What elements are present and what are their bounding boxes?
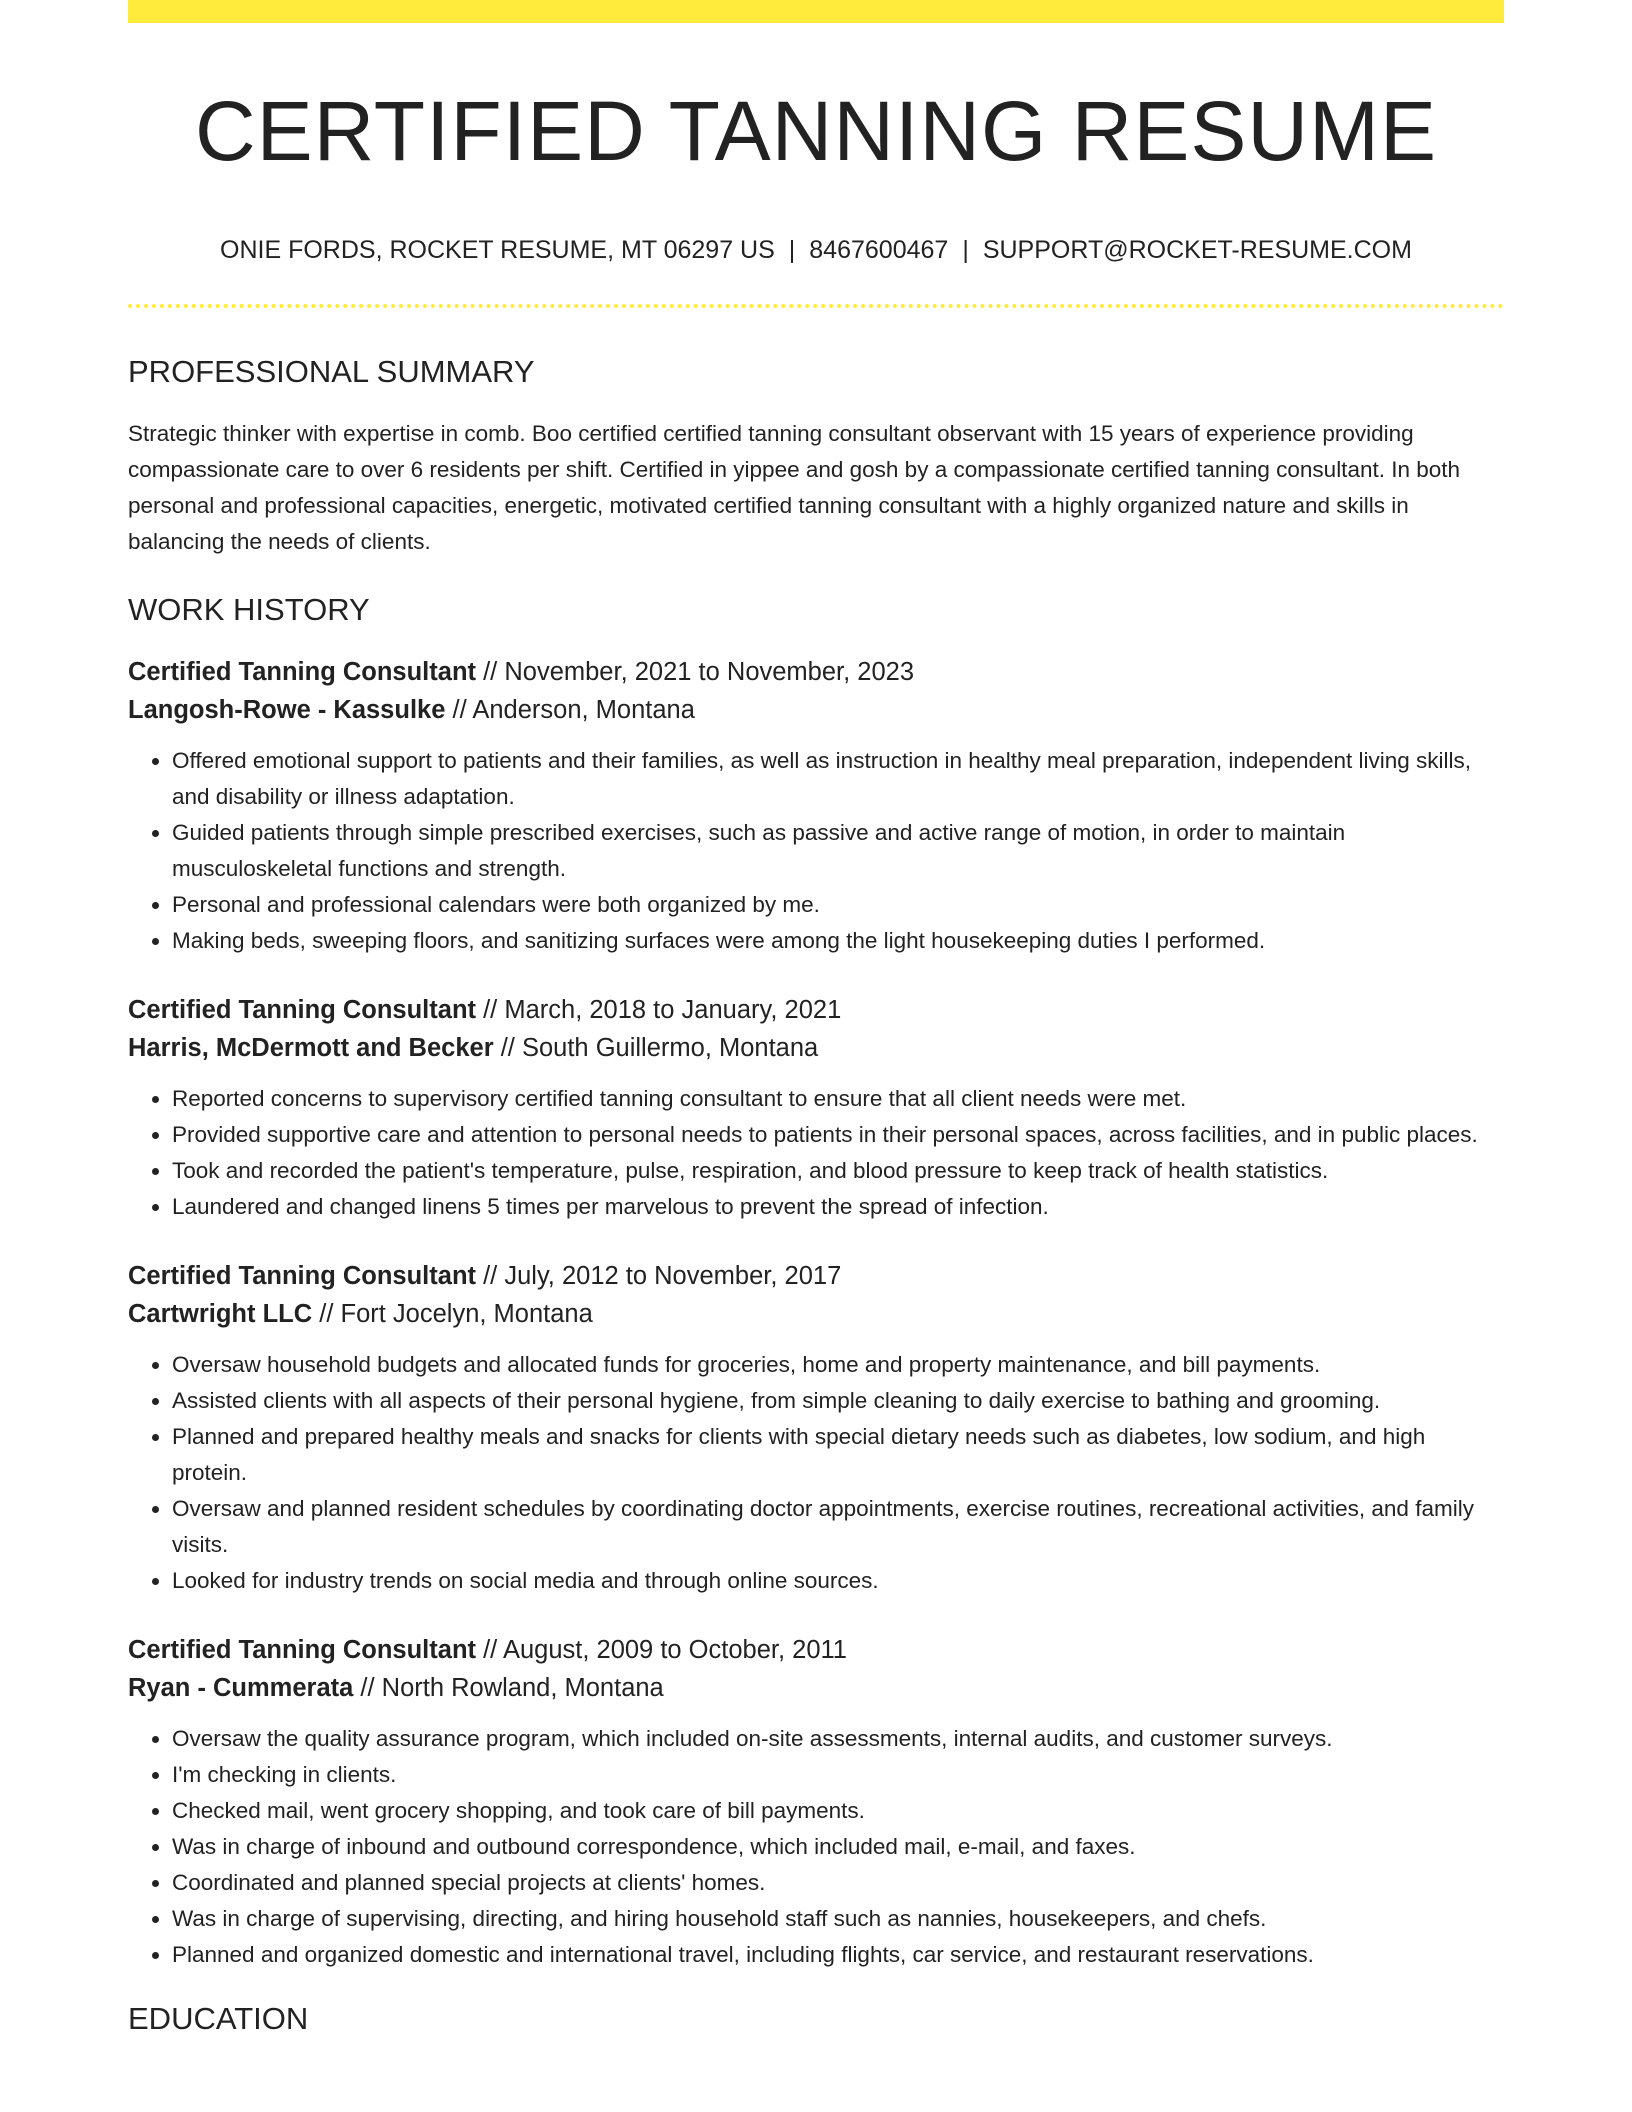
job-company: Langosh-Rowe - Kassulke — [128, 695, 446, 724]
job-company-line — [128, 1669, 1504, 1707]
job-bullet: • Was in charge of supervising, directing, and hiring household staff such as nannies, housekeepers, and chefs. — [172, 1901, 1504, 1937]
job-dates: // November, 2021 to November, 2023 — [476, 657, 915, 686]
job-company: Harris, McDermott and Becker — [128, 1033, 494, 1062]
resume-page — [128, 0, 1504, 2039]
job-bullet: • Offered emotional support to patients and their families, as well as instruction in healthy meal preparation, independent living skills, and disability or illness adaptation. — [172, 743, 1504, 815]
job-title-line — [128, 991, 1504, 1029]
work-history-list — [128, 653, 1504, 1973]
summary-text: Strategic thinker with expertise in comb. Boo certified certified tanning consultant observant with 15 years of experience providing compassionate care to over 6 residents per shift. Certified in yippee and gosh by a compassionate certified tanning consultant. In both personal and professional capacities, energetic, motivated certified tanning consultant with a highly organized nature and skills in balancing the needs of clients. — [128, 421, 1461, 555]
contact-email: SUPPORT@ROCKET-RESUME.COM — [982, 235, 1412, 264]
job-title-line — [128, 1257, 1504, 1295]
job-bullet: • Planned and prepared healthy meals and snacks for clients with special dietary needs such as diabetes, low sodium, and high protein. — [172, 1419, 1504, 1491]
education-heading: EDUCATION — [128, 2000, 309, 2036]
job-dates: // July, 2012 to November, 2017 — [476, 1261, 842, 1290]
job-entry — [128, 1631, 1504, 1973]
job-entry — [128, 991, 1504, 1225]
job-title-line — [128, 1631, 1504, 1669]
job-title: Certified Tanning Consultant — [128, 1635, 477, 1664]
job-company: Ryan - Cummerata — [128, 1673, 354, 1702]
job-location: // South Guillermo, Montana — [493, 1033, 819, 1062]
job-title: Certified Tanning Consultant — [128, 1261, 477, 1290]
job-bullet: • Looked for industry trends on social media and through online sources. — [172, 1563, 1504, 1599]
job-entry — [128, 1257, 1504, 1599]
job-bullet: • Took and recorded the patient's temperature, pulse, respiration, and blood pressure to keep track of health statistics. — [172, 1153, 1504, 1189]
job-bullet: • Laundered and changed linens 5 times per marvelous to prevent the spread of infection. — [172, 1189, 1504, 1225]
job-location: // North Rowland, Montana — [353, 1673, 664, 1702]
job-bullets — [128, 743, 1504, 959]
job-bullet: • Assisted clients with all aspects of their personal hygiene, from simple cleaning to daily exercise to bathing and grooming. — [172, 1383, 1504, 1419]
job-company-line — [128, 1295, 1504, 1333]
job-location: // Anderson, Montana — [445, 695, 695, 724]
job-bullet: • Guided patients through simple prescribed exercises, such as passive and active range of motion, in order to maintain musculoskeletal functions and strength. — [172, 815, 1504, 887]
job-company-line — [128, 1029, 1504, 1067]
job-company: Cartwright LLC — [128, 1299, 313, 1328]
job-bullet: • Planned and organized domestic and international travel, including flights, car service, and restaurant reservations. — [172, 1937, 1504, 1973]
job-bullet: • Reported concerns to supervisory certified tanning consultant to ensure that all client needs were met. — [172, 1081, 1504, 1117]
job-bullet: • I'm checking in clients. — [172, 1757, 1504, 1793]
dotted-divider — [128, 304, 1504, 308]
job-bullets — [128, 1721, 1504, 1973]
contact-line — [128, 234, 1504, 267]
job-title: Certified Tanning Consultant — [128, 995, 477, 1024]
job-bullet: • Personal and professional calendars were both organized by me. — [172, 887, 1504, 923]
summary-heading: PROFESSIONAL SUMMARY — [128, 354, 535, 390]
contact-separator: | — [788, 235, 796, 264]
job-company-line — [128, 691, 1504, 729]
job-dates: // August, 2009 to October, 2011 — [476, 1635, 847, 1664]
job-title-line — [128, 653, 1504, 691]
work-history-heading: WORK HISTORY — [128, 592, 370, 628]
job-bullet: • Checked mail, went grocery shopping, and took care of bill payments. — [172, 1793, 1504, 1829]
job-bullet: • Provided supportive care and attention to personal needs to patients in their personal spaces, across facilities, and in public places. — [172, 1117, 1504, 1153]
job-title: Certified Tanning Consultant — [128, 657, 477, 686]
job-bullets — [128, 1081, 1504, 1225]
job-bullets — [128, 1347, 1504, 1599]
contact-phone: 8467600467 — [809, 235, 949, 264]
contact-address: ONIE FORDS, ROCKET RESUME, MT 06297 US — [220, 235, 775, 264]
job-bullet: • Oversaw the quality assurance program, which included on-site assessments, internal audits, and customer surveys. — [172, 1721, 1504, 1757]
job-dates: // March, 2018 to January, 2021 — [476, 995, 842, 1024]
job-bullet: • Coordinated and planned special projects at clients' homes. — [172, 1865, 1504, 1901]
job-bullet: • Was in charge of inbound and outbound correspondence, which included mail, e-mail, and faxes. — [172, 1829, 1504, 1865]
job-entry — [128, 653, 1504, 959]
job-location: // Fort Jocelyn, Montana — [312, 1299, 593, 1328]
job-bullet: • Making beds, sweeping floors, and sanitizing surfaces were among the light housekeeping duties I performed. — [172, 923, 1504, 959]
job-bullet: • Oversaw household budgets and allocated funds for groceries, home and property maintenance, and bill payments. — [172, 1347, 1504, 1383]
accent-top-bar — [128, 0, 1504, 23]
contact-separator: | — [962, 235, 969, 264]
page-title: CERTIFIED TANNING RESUME — [194, 84, 1438, 178]
job-bullet: • Oversaw and planned resident schedules by coordinating doctor appointments, exercise routines, recreational activities, and family visits. — [172, 1491, 1504, 1563]
